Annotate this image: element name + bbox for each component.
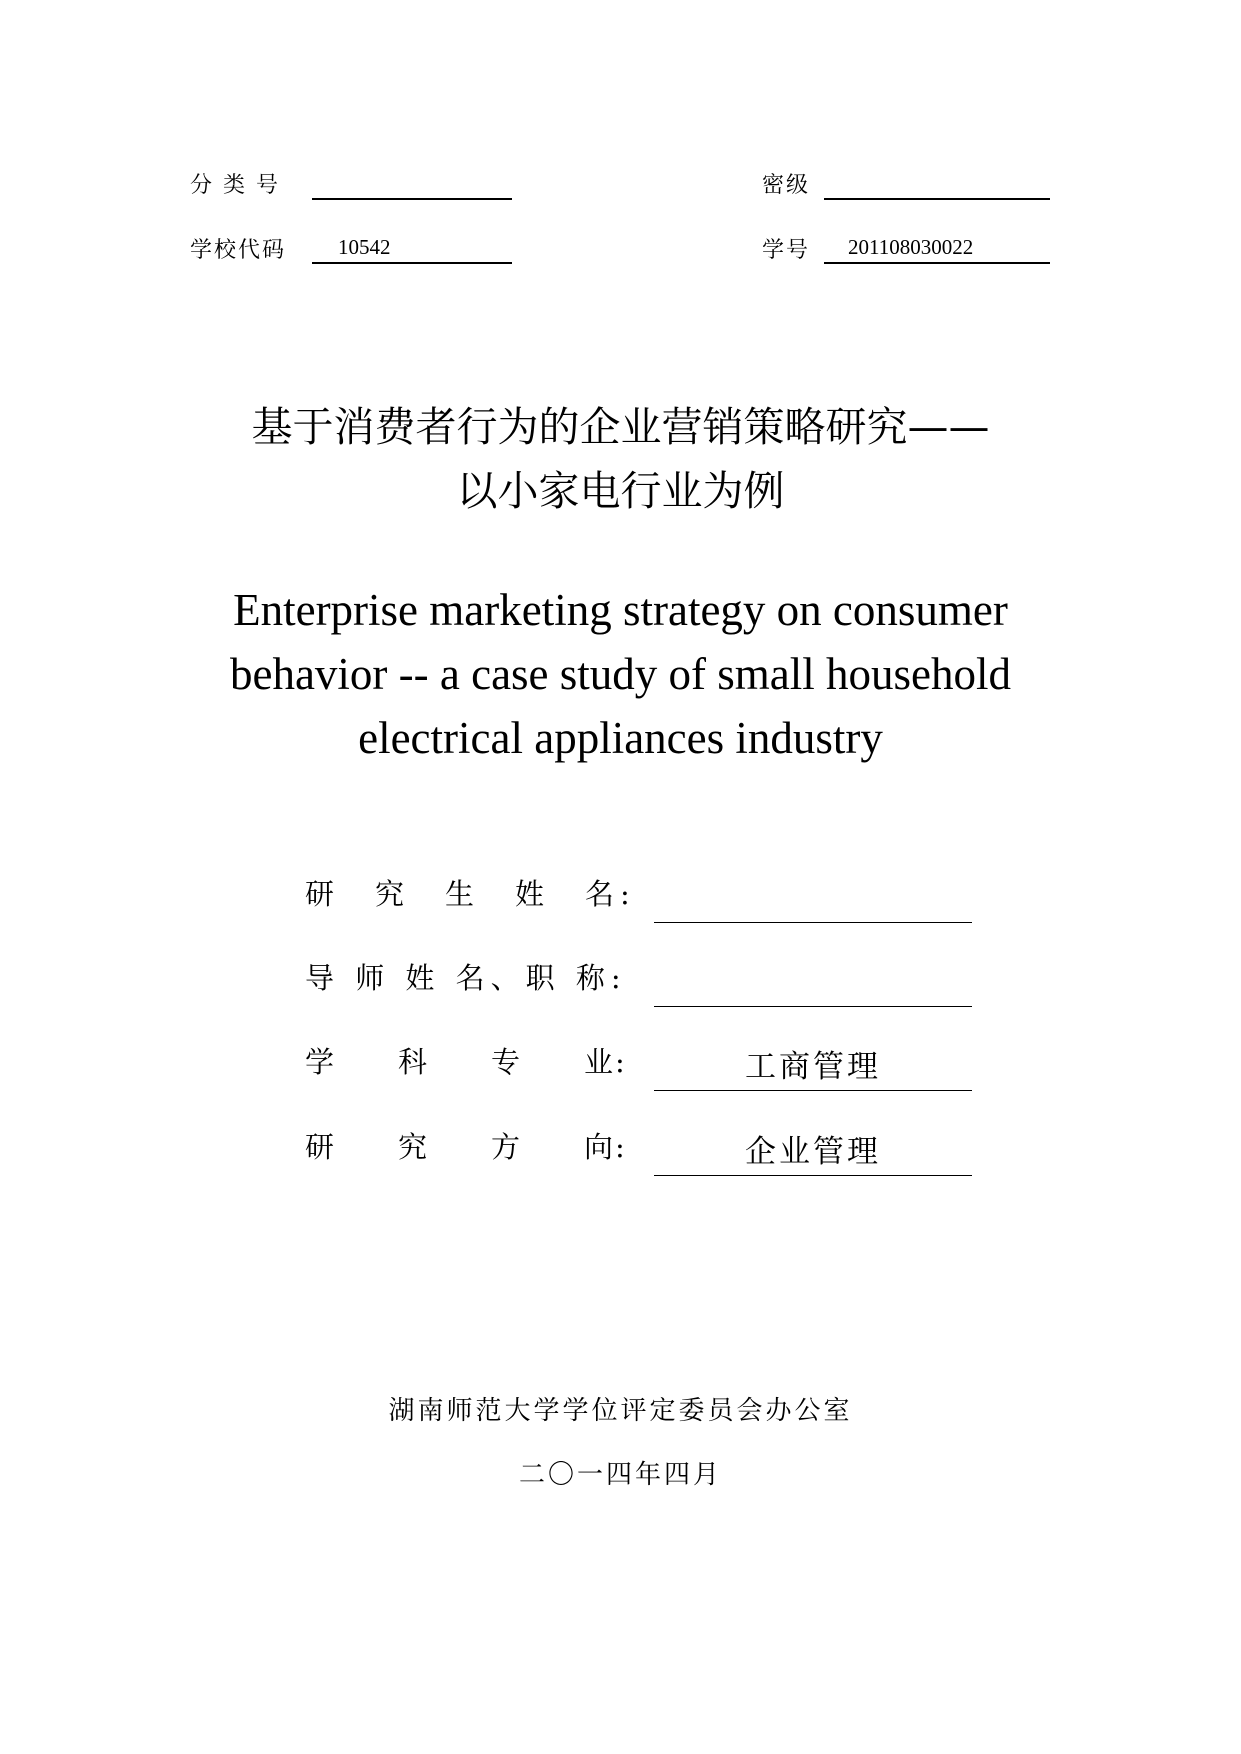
title-en-line1: Enterprise marketing strategy on consumer — [233, 585, 1008, 635]
title-en-line3: electrical appliances industry — [358, 713, 883, 763]
direction-label: 研 究 方 向: — [305, 1130, 627, 1164]
school-code-field — [312, 232, 512, 264]
direction-field — [654, 1135, 972, 1176]
secrecy-label: 密级 — [762, 173, 811, 198]
major-label: 学 科 专 业: — [305, 1045, 627, 1079]
footer-date: 二〇一四年四月 — [518, 1460, 722, 1490]
footer-office: 湖南师范大学学位评定委员会办公室 — [388, 1396, 853, 1426]
major-field — [654, 1050, 972, 1091]
student-id-value: 201108030022 — [848, 235, 974, 259]
school-code-label: 学校代码 — [190, 238, 287, 263]
title-cn-line2: 以小家电行业为例 — [456, 467, 785, 515]
advisor-field — [654, 966, 972, 1007]
direction-value: 企业管理 — [745, 1134, 881, 1170]
classification-field — [312, 168, 512, 200]
student-name-label: 研 究 生 姓 名: — [305, 877, 636, 911]
school-code-value: 10542 — [338, 235, 391, 259]
classification-label: 分 类 号 — [190, 173, 280, 198]
secrecy-field — [824, 168, 1050, 200]
title-en-line2: behavior -- a case study of small household — [229, 649, 1012, 699]
student-id-label: 学号 — [762, 238, 811, 263]
student-name-field — [654, 882, 972, 923]
advisor-label: 导 师 姓 名、职 称: — [305, 961, 627, 995]
title-cn-line1: 基于消费者行为的企业营销策略研究—— — [251, 403, 990, 451]
student-id-field — [824, 232, 1050, 264]
major-value: 工商管理 — [745, 1049, 881, 1085]
